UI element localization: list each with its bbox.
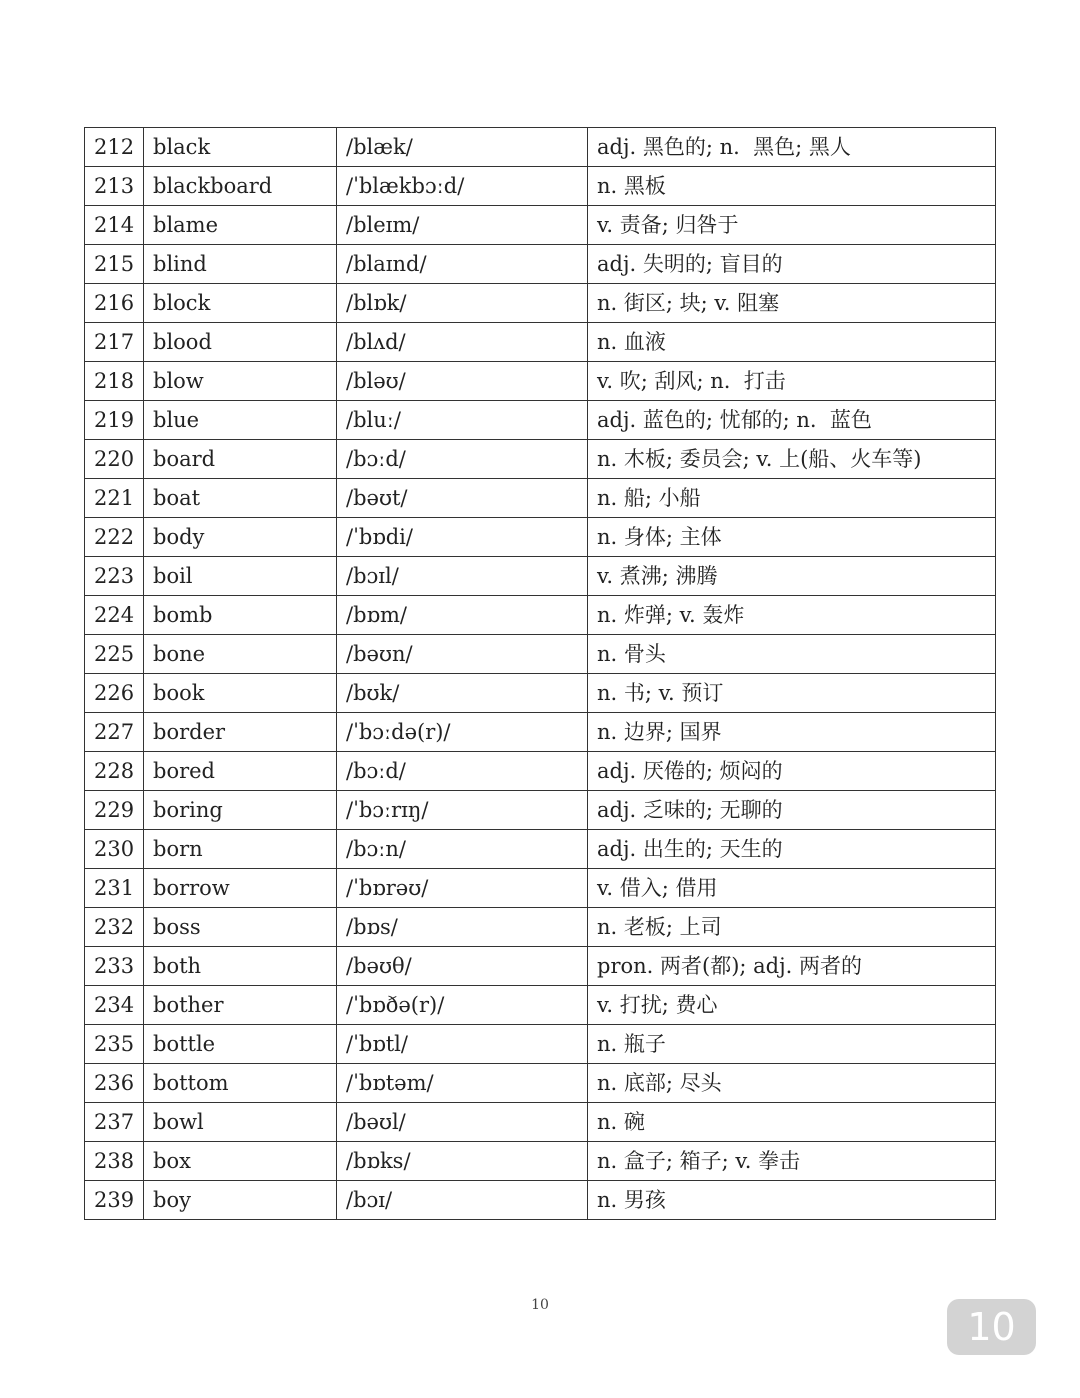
entry-number: 231 [85, 869, 144, 908]
table-row [85, 479, 996, 518]
table-row [85, 596, 996, 635]
entry-number: 223 [85, 557, 144, 596]
entry-number: 214 [85, 206, 144, 245]
entry-definition: n. 血液 [588, 323, 996, 362]
vocabulary-table [84, 127, 996, 1220]
entry-phonetic: /ˈbɔːrɪŋ/ [337, 791, 588, 830]
entry-number: 219 [85, 401, 144, 440]
entry-phonetic: /blʌd/ [337, 323, 588, 362]
vocabulary-table-body [85, 128, 996, 1220]
table-row [85, 908, 996, 947]
entry-phonetic: /blæk/ [337, 128, 588, 167]
entry-word: bottle [144, 1025, 337, 1064]
entry-number: 220 [85, 440, 144, 479]
entry-phonetic: /blaɪnd/ [337, 245, 588, 284]
entry-number: 237 [85, 1103, 144, 1142]
entry-number: 227 [85, 713, 144, 752]
entry-word: boring [144, 791, 337, 830]
entry-word: black [144, 128, 337, 167]
table-row [85, 1064, 996, 1103]
entry-word: boil [144, 557, 337, 596]
entry-word: body [144, 518, 337, 557]
table-row [85, 635, 996, 674]
table-row [85, 557, 996, 596]
table-row [85, 1181, 996, 1220]
table-row [85, 362, 996, 401]
entry-definition: v. 打扰; 费心 [588, 986, 996, 1025]
entry-number: 212 [85, 128, 144, 167]
entry-number: 226 [85, 674, 144, 713]
entry-number: 228 [85, 752, 144, 791]
entry-definition: adj. 出生的; 天生的 [588, 830, 996, 869]
entry-word: bottom [144, 1064, 337, 1103]
entry-phonetic: /bɔɪ/ [337, 1181, 588, 1220]
entry-definition: n. 街区; 块; v. 阻塞 [588, 284, 996, 323]
entry-word: bomb [144, 596, 337, 635]
entry-definition: pron. 两者(都); adj. 两者的 [588, 947, 996, 986]
entry-word: bone [144, 635, 337, 674]
table-row [85, 986, 996, 1025]
table-row [85, 752, 996, 791]
entry-number: 233 [85, 947, 144, 986]
table-row [85, 245, 996, 284]
entry-definition: n. 底部; 尽头 [588, 1064, 996, 1103]
entry-number: 221 [85, 479, 144, 518]
entry-word: board [144, 440, 337, 479]
table-row [85, 1142, 996, 1181]
entry-definition: n. 盒子; 箱子; v. 拳击 [588, 1142, 996, 1181]
entry-phonetic: /ˈbɒtəm/ [337, 1064, 588, 1103]
entry-definition: adj. 厌倦的; 烦闷的 [588, 752, 996, 791]
entry-phonetic: /ˈbɒtl/ [337, 1025, 588, 1064]
entry-definition: adj. 乏味的; 无聊的 [588, 791, 996, 830]
entry-definition: n. 骨头 [588, 635, 996, 674]
entry-definition: n. 身体; 主体 [588, 518, 996, 557]
entry-word: blood [144, 323, 337, 362]
entry-definition: adj. 失明的; 盲目的 [588, 245, 996, 284]
page-badge: 10 [947, 1299, 1036, 1355]
entry-word: boat [144, 479, 337, 518]
entry-number: 235 [85, 1025, 144, 1064]
table-row [85, 440, 996, 479]
entry-definition: v. 责备; 归咎于 [588, 206, 996, 245]
entry-phonetic: /bɔːd/ [337, 752, 588, 791]
entry-word: bored [144, 752, 337, 791]
entry-phonetic: /bɒm/ [337, 596, 588, 635]
entry-phonetic: /bʊk/ [337, 674, 588, 713]
entry-phonetic: /ˈbɒðə(r)/ [337, 986, 588, 1025]
entry-word: bowl [144, 1103, 337, 1142]
entry-definition: n. 瓶子 [588, 1025, 996, 1064]
entry-definition: n. 船; 小船 [588, 479, 996, 518]
entry-word: block [144, 284, 337, 323]
entry-definition: v. 借入; 借用 [588, 869, 996, 908]
entry-definition: n. 边界; 国界 [588, 713, 996, 752]
entry-number: 238 [85, 1142, 144, 1181]
entry-definition: n. 老板; 上司 [588, 908, 996, 947]
entry-number: 217 [85, 323, 144, 362]
table-row [85, 128, 996, 167]
entry-word: blame [144, 206, 337, 245]
table-row [85, 869, 996, 908]
entry-number: 216 [85, 284, 144, 323]
entry-phonetic: /ˈblækbɔːd/ [337, 167, 588, 206]
table-row [85, 401, 996, 440]
entry-number: 236 [85, 1064, 144, 1103]
table-row [85, 323, 996, 362]
entry-number: 218 [85, 362, 144, 401]
entry-phonetic: /bləʊ/ [337, 362, 588, 401]
entry-phonetic: /bɔːd/ [337, 440, 588, 479]
entry-definition: adj. 黑色的; n. 黑色; 黑人 [588, 128, 996, 167]
entry-word: blind [144, 245, 337, 284]
table-row [85, 1025, 996, 1064]
entry-definition: adj. 蓝色的; 忧郁的; n. 蓝色 [588, 401, 996, 440]
entry-definition: n. 木板; 委员会; v. 上(船、火车等) [588, 440, 996, 479]
entry-phonetic: /ˈbɔːdə(r)/ [337, 713, 588, 752]
entry-word: born [144, 830, 337, 869]
entry-phonetic: /bɒs/ [337, 908, 588, 947]
table-row [85, 674, 996, 713]
table-row [85, 791, 996, 830]
entry-number: 222 [85, 518, 144, 557]
entry-number: 232 [85, 908, 144, 947]
entry-word: box [144, 1142, 337, 1181]
entry-definition: n. 男孩 [588, 1181, 996, 1220]
table-row [85, 206, 996, 245]
entry-phonetic: /bluː/ [337, 401, 588, 440]
entry-number: 225 [85, 635, 144, 674]
entry-definition: v. 煮沸; 沸腾 [588, 557, 996, 596]
entry-word: blackboard [144, 167, 337, 206]
entry-word: boy [144, 1181, 337, 1220]
table-row [85, 947, 996, 986]
entry-number: 230 [85, 830, 144, 869]
entry-number: 215 [85, 245, 144, 284]
entry-number: 229 [85, 791, 144, 830]
entry-number: 213 [85, 167, 144, 206]
entry-word: bother [144, 986, 337, 1025]
entry-number: 224 [85, 596, 144, 635]
table-row [85, 830, 996, 869]
entry-phonetic: /bəʊn/ [337, 635, 588, 674]
entry-phonetic: /bəʊl/ [337, 1103, 588, 1142]
entry-word: blow [144, 362, 337, 401]
entry-phonetic: /bleɪm/ [337, 206, 588, 245]
entry-phonetic: /bəʊθ/ [337, 947, 588, 986]
table-row [85, 284, 996, 323]
entry-word: border [144, 713, 337, 752]
entry-definition: n. 炸弹; v. 轰炸 [588, 596, 996, 635]
entry-word: book [144, 674, 337, 713]
entry-definition: n. 碗 [588, 1103, 996, 1142]
table-row [85, 167, 996, 206]
entry-number: 234 [85, 986, 144, 1025]
entry-phonetic: /ˈbɒdi/ [337, 518, 588, 557]
page-number: 10 [531, 1297, 549, 1313]
table-row [85, 713, 996, 752]
table-row [85, 1103, 996, 1142]
entry-word: borrow [144, 869, 337, 908]
table-row [85, 518, 996, 557]
entry-definition: n. 黑板 [588, 167, 996, 206]
entry-word: boss [144, 908, 337, 947]
entry-number: 239 [85, 1181, 144, 1220]
entry-phonetic: /blɒk/ [337, 284, 588, 323]
entry-word: both [144, 947, 337, 986]
entry-phonetic: /bɔɪl/ [337, 557, 588, 596]
entry-word: blue [144, 401, 337, 440]
entry-phonetic: /bɒks/ [337, 1142, 588, 1181]
entry-phonetic: /bəʊt/ [337, 479, 588, 518]
entry-definition: v. 吹; 刮风; n. 打击 [588, 362, 996, 401]
entry-phonetic: /ˈbɒrəʊ/ [337, 869, 588, 908]
entry-definition: n. 书; v. 预订 [588, 674, 996, 713]
entry-phonetic: /bɔːn/ [337, 830, 588, 869]
